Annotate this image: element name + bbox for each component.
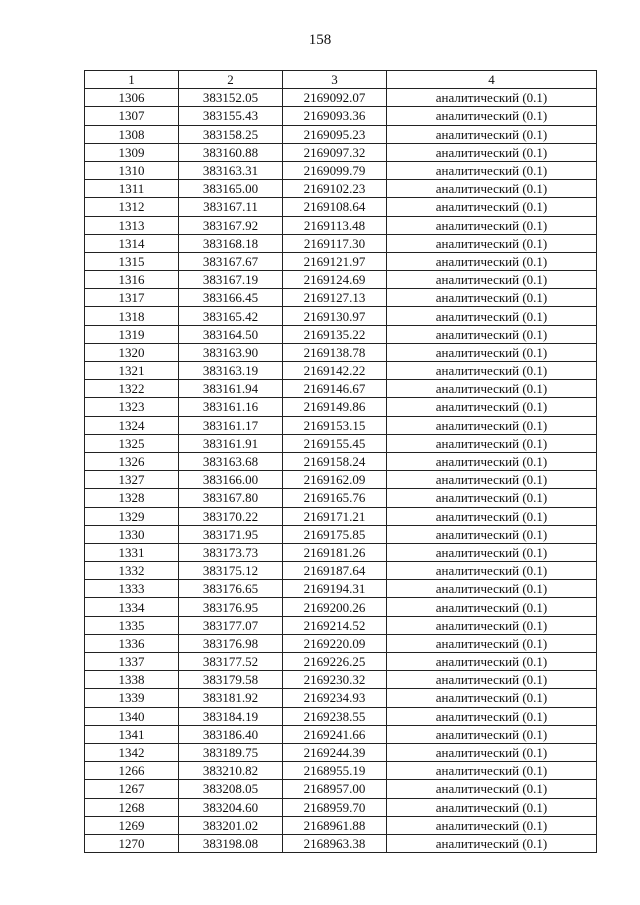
y-coordinate-cell: 2169153.15 — [283, 416, 387, 434]
y-coordinate-cell: 2169187.64 — [283, 562, 387, 580]
y-coordinate-cell: 2168961.88 — [283, 816, 387, 834]
method-accuracy-cell: аналитический (0.1) — [387, 307, 597, 325]
method-accuracy-cell: аналитический (0.1) — [387, 671, 597, 689]
method-accuracy-cell: аналитический (0.1) — [387, 816, 597, 834]
method-accuracy-cell: аналитический (0.1) — [387, 653, 597, 671]
point-number-cell: 1312 — [85, 198, 179, 216]
point-number-cell: 1315 — [85, 252, 179, 270]
x-coordinate-cell: 383165.42 — [179, 307, 283, 325]
y-coordinate-cell: 2169214.52 — [283, 616, 387, 634]
table-row — [85, 180, 597, 198]
x-coordinate-cell: 383177.07 — [179, 616, 283, 634]
y-coordinate-cell: 2169234.93 — [283, 689, 387, 707]
x-coordinate-cell: 383161.94 — [179, 380, 283, 398]
table-row — [85, 489, 597, 507]
y-coordinate-cell: 2169165.76 — [283, 489, 387, 507]
y-coordinate-cell: 2169142.22 — [283, 362, 387, 380]
y-coordinate-cell: 2169200.26 — [283, 598, 387, 616]
x-coordinate-cell: 383179.58 — [179, 671, 283, 689]
table-row — [85, 671, 597, 689]
x-coordinate-cell: 383189.75 — [179, 743, 283, 761]
table-row — [85, 471, 597, 489]
table-row — [85, 307, 597, 325]
x-coordinate-cell: 383163.31 — [179, 161, 283, 179]
point-number-cell: 1270 — [85, 834, 179, 852]
point-number-cell: 1310 — [85, 161, 179, 179]
table-row — [85, 762, 597, 780]
method-accuracy-cell: аналитический (0.1) — [387, 598, 597, 616]
x-coordinate-cell: 383176.98 — [179, 634, 283, 652]
method-accuracy-cell: аналитический (0.1) — [387, 380, 597, 398]
y-coordinate-cell: 2168963.38 — [283, 834, 387, 852]
x-coordinate-cell: 383204.60 — [179, 798, 283, 816]
x-coordinate-cell: 383158.25 — [179, 125, 283, 143]
point-number-cell: 1319 — [85, 325, 179, 343]
x-coordinate-cell: 383166.45 — [179, 289, 283, 307]
y-coordinate-cell: 2169138.78 — [283, 343, 387, 361]
method-accuracy-cell: аналитический (0.1) — [387, 234, 597, 252]
point-number-cell: 1320 — [85, 343, 179, 361]
point-number-cell: 1322 — [85, 380, 179, 398]
method-accuracy-cell: аналитический (0.1) — [387, 634, 597, 652]
method-accuracy-cell: аналитический (0.1) — [387, 489, 597, 507]
table-row — [85, 107, 597, 125]
method-accuracy-cell: аналитический (0.1) — [387, 507, 597, 525]
point-number-cell: 1316 — [85, 271, 179, 289]
y-coordinate-cell: 2169124.69 — [283, 271, 387, 289]
table-row — [85, 562, 597, 580]
table-row — [85, 580, 597, 598]
y-coordinate-cell: 2169135.22 — [283, 325, 387, 343]
table-row — [85, 325, 597, 343]
header-col-4: 4 — [387, 71, 597, 89]
x-coordinate-cell: 383168.18 — [179, 234, 283, 252]
table-row — [85, 598, 597, 616]
method-accuracy-cell: аналитический (0.1) — [387, 616, 597, 634]
table-row — [85, 616, 597, 634]
y-coordinate-cell: 2169194.31 — [283, 580, 387, 598]
point-number-cell: 1333 — [85, 580, 179, 598]
x-coordinate-cell: 383175.12 — [179, 562, 283, 580]
point-number-cell: 1311 — [85, 180, 179, 198]
method-accuracy-cell: аналитический (0.1) — [387, 252, 597, 270]
point-number-cell: 1327 — [85, 471, 179, 489]
table-row — [85, 689, 597, 707]
method-accuracy-cell: аналитический (0.1) — [387, 543, 597, 561]
point-number-cell: 1342 — [85, 743, 179, 761]
x-coordinate-cell: 383164.50 — [179, 325, 283, 343]
method-accuracy-cell: аналитический (0.1) — [387, 798, 597, 816]
point-number-cell: 1306 — [85, 89, 179, 107]
page-number: 158 — [308, 32, 332, 48]
point-number-cell: 1336 — [85, 634, 179, 652]
header-col-1: 1 — [85, 71, 179, 89]
y-coordinate-cell: 2169244.39 — [283, 743, 387, 761]
point-number-cell: 1331 — [85, 543, 179, 561]
x-coordinate-cell: 383186.40 — [179, 725, 283, 743]
x-coordinate-cell: 383167.11 — [179, 198, 283, 216]
method-accuracy-cell: аналитический (0.1) — [387, 562, 597, 580]
point-number-cell: 1334 — [85, 598, 179, 616]
point-number-cell: 1314 — [85, 234, 179, 252]
method-accuracy-cell: аналитический (0.1) — [387, 725, 597, 743]
table-row — [85, 198, 597, 216]
x-coordinate-cell: 383152.05 — [179, 89, 283, 107]
header-col-3: 3 — [283, 71, 387, 89]
point-number-cell: 1340 — [85, 707, 179, 725]
y-coordinate-cell: 2169097.32 — [283, 143, 387, 161]
x-coordinate-cell: 383176.95 — [179, 598, 283, 616]
y-coordinate-cell: 2169171.21 — [283, 507, 387, 525]
x-coordinate-cell: 383167.19 — [179, 271, 283, 289]
x-coordinate-cell: 383165.00 — [179, 180, 283, 198]
point-number-cell: 1335 — [85, 616, 179, 634]
x-coordinate-cell: 383163.90 — [179, 343, 283, 361]
point-number-cell: 1318 — [85, 307, 179, 325]
x-coordinate-cell: 383167.80 — [179, 489, 283, 507]
y-coordinate-cell: 2169149.86 — [283, 398, 387, 416]
table-row — [85, 780, 597, 798]
table-row — [85, 343, 597, 361]
method-accuracy-cell: аналитический (0.1) — [387, 525, 597, 543]
method-accuracy-cell: аналитический (0.1) — [387, 125, 597, 143]
point-number-cell: 1328 — [85, 489, 179, 507]
method-accuracy-cell: аналитический (0.1) — [387, 216, 597, 234]
x-coordinate-cell: 383198.08 — [179, 834, 283, 852]
x-coordinate-cell: 383161.91 — [179, 434, 283, 452]
point-number-cell: 1268 — [85, 798, 179, 816]
point-number-cell: 1323 — [85, 398, 179, 416]
y-coordinate-cell: 2169099.79 — [283, 161, 387, 179]
method-accuracy-cell: аналитический (0.1) — [387, 398, 597, 416]
y-coordinate-cell: 2169117.30 — [283, 234, 387, 252]
table-row — [85, 525, 597, 543]
x-coordinate-cell: 383171.95 — [179, 525, 283, 543]
x-coordinate-cell: 383160.88 — [179, 143, 283, 161]
y-coordinate-cell: 2169158.24 — [283, 452, 387, 470]
method-accuracy-cell: аналитический (0.1) — [387, 325, 597, 343]
x-coordinate-cell: 383208.05 — [179, 780, 283, 798]
point-number-cell: 1325 — [85, 434, 179, 452]
method-accuracy-cell: аналитический (0.1) — [387, 780, 597, 798]
point-number-cell: 1307 — [85, 107, 179, 125]
x-coordinate-cell: 383167.67 — [179, 252, 283, 270]
table-row — [85, 380, 597, 398]
y-coordinate-cell: 2169127.13 — [283, 289, 387, 307]
y-coordinate-cell: 2169130.97 — [283, 307, 387, 325]
point-number-cell: 1321 — [85, 362, 179, 380]
method-accuracy-cell: аналитический (0.1) — [387, 198, 597, 216]
x-coordinate-cell: 383201.02 — [179, 816, 283, 834]
table-row — [85, 289, 597, 307]
header-row — [85, 71, 597, 89]
y-coordinate-cell: 2169108.64 — [283, 198, 387, 216]
table-row — [85, 234, 597, 252]
table-row — [85, 252, 597, 270]
point-number-cell: 1338 — [85, 671, 179, 689]
table-row — [85, 398, 597, 416]
method-accuracy-cell: аналитический (0.1) — [387, 689, 597, 707]
x-coordinate-cell: 383163.19 — [179, 362, 283, 380]
point-number-cell: 1337 — [85, 653, 179, 671]
point-number-cell: 1313 — [85, 216, 179, 234]
method-accuracy-cell: аналитический (0.1) — [387, 89, 597, 107]
x-coordinate-cell: 383166.00 — [179, 471, 283, 489]
y-coordinate-cell: 2169162.09 — [283, 471, 387, 489]
y-coordinate-cell: 2169220.09 — [283, 634, 387, 652]
point-number-cell: 1269 — [85, 816, 179, 834]
y-coordinate-cell: 2169175.85 — [283, 525, 387, 543]
y-coordinate-cell: 2168957.00 — [283, 780, 387, 798]
coordinates-table — [84, 70, 597, 853]
y-coordinate-cell: 2169093.36 — [283, 107, 387, 125]
method-accuracy-cell: аналитический (0.1) — [387, 434, 597, 452]
y-coordinate-cell: 2169238.55 — [283, 707, 387, 725]
method-accuracy-cell: аналитический (0.1) — [387, 180, 597, 198]
table-row — [85, 707, 597, 725]
y-coordinate-cell: 2169181.26 — [283, 543, 387, 561]
y-coordinate-cell: 2169113.48 — [283, 216, 387, 234]
point-number-cell: 1266 — [85, 762, 179, 780]
x-coordinate-cell: 383161.17 — [179, 416, 283, 434]
x-coordinate-cell: 383173.73 — [179, 543, 283, 561]
y-coordinate-cell: 2169102.23 — [283, 180, 387, 198]
y-coordinate-cell: 2169092.07 — [283, 89, 387, 107]
x-coordinate-cell: 383176.65 — [179, 580, 283, 598]
table-row — [85, 143, 597, 161]
method-accuracy-cell: аналитический (0.1) — [387, 471, 597, 489]
point-number-cell: 1326 — [85, 452, 179, 470]
method-accuracy-cell: аналитический (0.1) — [387, 343, 597, 361]
point-number-cell: 1317 — [85, 289, 179, 307]
x-coordinate-cell: 383210.82 — [179, 762, 283, 780]
method-accuracy-cell: аналитический (0.1) — [387, 143, 597, 161]
method-accuracy-cell: аналитический (0.1) — [387, 762, 597, 780]
point-number-cell: 1330 — [85, 525, 179, 543]
method-accuracy-cell: аналитический (0.1) — [387, 362, 597, 380]
method-accuracy-cell: аналитический (0.1) — [387, 416, 597, 434]
method-accuracy-cell: аналитический (0.1) — [387, 707, 597, 725]
table-row — [85, 507, 597, 525]
point-number-cell: 1308 — [85, 125, 179, 143]
y-coordinate-cell: 2168955.19 — [283, 762, 387, 780]
table-row — [85, 125, 597, 143]
method-accuracy-cell: аналитический (0.1) — [387, 289, 597, 307]
x-coordinate-cell: 383161.16 — [179, 398, 283, 416]
y-coordinate-cell: 2169095.23 — [283, 125, 387, 143]
x-coordinate-cell: 383163.68 — [179, 452, 283, 470]
table-row — [85, 653, 597, 671]
table-row — [85, 543, 597, 561]
method-accuracy-cell: аналитический (0.1) — [387, 452, 597, 470]
table-row — [85, 161, 597, 179]
table-row — [85, 271, 597, 289]
y-coordinate-cell: 2169146.67 — [283, 380, 387, 398]
table-header — [85, 71, 597, 89]
table-row — [85, 725, 597, 743]
table-row — [85, 816, 597, 834]
y-coordinate-cell: 2169121.97 — [283, 252, 387, 270]
table-row — [85, 434, 597, 452]
table-row — [85, 634, 597, 652]
x-coordinate-cell: 383167.92 — [179, 216, 283, 234]
x-coordinate-cell: 383181.92 — [179, 689, 283, 707]
point-number-cell: 1324 — [85, 416, 179, 434]
table-row — [85, 216, 597, 234]
table-row — [85, 416, 597, 434]
table-row — [85, 798, 597, 816]
point-number-cell: 1332 — [85, 562, 179, 580]
table-row — [85, 743, 597, 761]
method-accuracy-cell: аналитический (0.1) — [387, 834, 597, 852]
table-row — [85, 834, 597, 852]
x-coordinate-cell: 383155.43 — [179, 107, 283, 125]
y-coordinate-cell: 2169226.25 — [283, 653, 387, 671]
method-accuracy-cell: аналитический (0.1) — [387, 271, 597, 289]
y-coordinate-cell: 2169155.45 — [283, 434, 387, 452]
point-number-cell: 1329 — [85, 507, 179, 525]
point-number-cell: 1267 — [85, 780, 179, 798]
y-coordinate-cell: 2169230.32 — [283, 671, 387, 689]
x-coordinate-cell: 383170.22 — [179, 507, 283, 525]
point-number-cell: 1339 — [85, 689, 179, 707]
point-number-cell: 1341 — [85, 725, 179, 743]
y-coordinate-cell: 2169241.66 — [283, 725, 387, 743]
table-body — [85, 89, 597, 853]
method-accuracy-cell: аналитический (0.1) — [387, 580, 597, 598]
method-accuracy-cell: аналитический (0.1) — [387, 107, 597, 125]
table-row — [85, 362, 597, 380]
method-accuracy-cell: аналитический (0.1) — [387, 161, 597, 179]
y-coordinate-cell: 2168959.70 — [283, 798, 387, 816]
x-coordinate-cell: 383177.52 — [179, 653, 283, 671]
method-accuracy-cell: аналитический (0.1) — [387, 743, 597, 761]
table-row — [85, 452, 597, 470]
point-number-cell: 1309 — [85, 143, 179, 161]
header-col-2: 2 — [179, 71, 283, 89]
x-coordinate-cell: 383184.19 — [179, 707, 283, 725]
table-row — [85, 89, 597, 107]
